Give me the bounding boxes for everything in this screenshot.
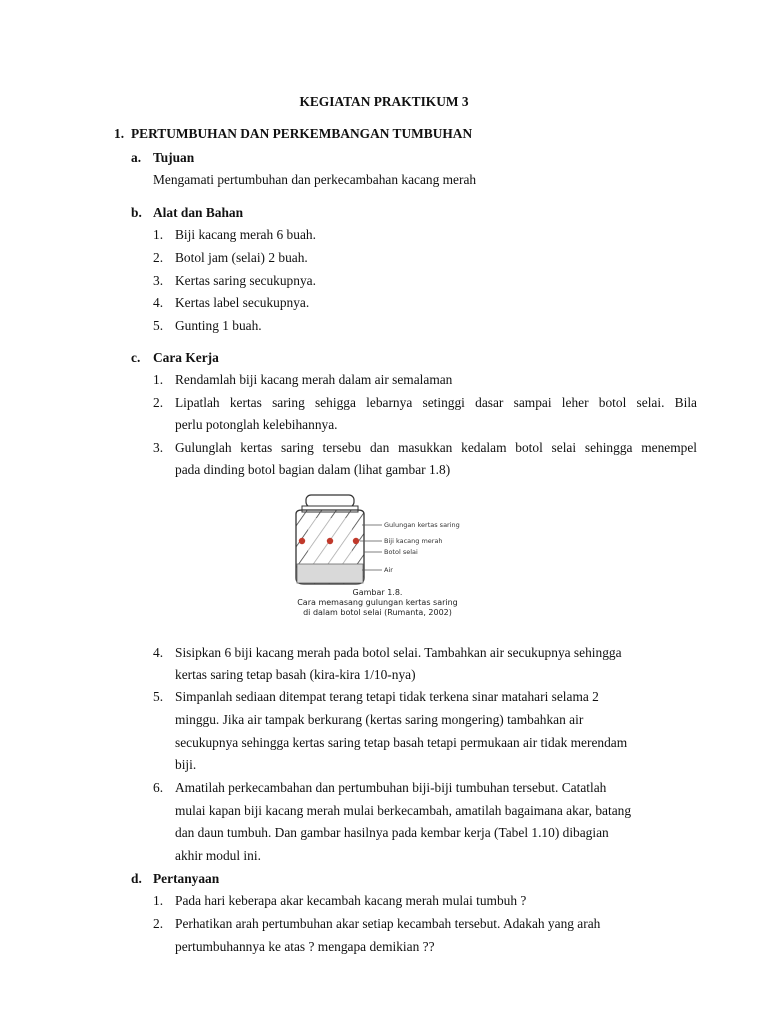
alat-item-text: Kertas saring secukupnya. bbox=[175, 273, 316, 288]
question-number: 1. bbox=[153, 893, 164, 908]
alat-item-text: Biji kacang merah 6 buah. bbox=[175, 227, 316, 242]
step-text: minggu. Jika air tampak berkurang (kertas saring mongering) tambahkan air bbox=[175, 712, 584, 727]
seed-dot bbox=[299, 538, 305, 544]
seed-dot bbox=[327, 538, 333, 544]
step-text: Amatilah perkecambahan dan pertumbuhan biji-biji tumbuhan tersebut. Catatlah bbox=[175, 780, 607, 795]
alat-item-text: Gunting 1 buah. bbox=[175, 318, 262, 333]
alat-item-num: 1. bbox=[153, 227, 164, 242]
question-number: 2. bbox=[153, 916, 164, 931]
step-number: 4. bbox=[153, 645, 164, 660]
step-text: Rendamlah biji kacang merah dalam air semalaman bbox=[175, 372, 453, 387]
question-text: Pada hari keberapa akar kecambah kacang merah mulai tumbuh ? bbox=[175, 893, 527, 908]
page-title: KEGIATAN PRAKTIKUM 3 bbox=[299, 94, 469, 109]
question-text: Perhatikan arah pertumbuhan akar setiap kecambah tersebut. Adakah yang arah bbox=[175, 916, 601, 931]
question-text: pertumbuhannya ke atas ? mengapa demikian ?? bbox=[175, 939, 435, 954]
step-text: Gulunglah kertas saring tersebu dan masukkan kedalam botol selai sehingga menempel bbox=[175, 440, 697, 455]
label-seed: Biji kacang merah bbox=[384, 537, 443, 545]
section-number: 1. bbox=[114, 126, 125, 141]
alat-item-text: Botol jam (selai) 2 buah. bbox=[175, 250, 308, 265]
figure-jar-diagram bbox=[290, 492, 490, 624]
alat-item-num: 2. bbox=[153, 250, 164, 265]
step-text: mulai kapan biji kacang merah mulai berkecambah, amatilah bagaimana akar, batang bbox=[175, 803, 632, 818]
alat-item-num: 3. bbox=[153, 273, 164, 288]
figure-caption: di dalam botol selai (Rumanta, 2002) bbox=[303, 608, 452, 617]
step-text: Lipatlah kertas saring sehigga lebarnya setinggi dasar sampai leher botol selai. Bila bbox=[175, 395, 697, 410]
pertanyaan-heading: Pertanyaan bbox=[153, 871, 220, 886]
step-text: secukupnya sehingga kertas saring tetap basah tetapi permukaan air tidak merendam bbox=[175, 735, 628, 750]
step-number: 6. bbox=[153, 780, 164, 795]
step-text: dan daun tumbuh. Dan gambar hasilnya pada kembar kerja (Tabel 1.10) dibagian bbox=[175, 825, 609, 840]
step-text: Sisipkan 6 biji kacang merah pada botol selai. Tambahkan air secukupnya sehingga bbox=[175, 645, 622, 660]
figure-caption: Cara memasang gulungan kertas saring bbox=[297, 598, 458, 607]
alat-item-num: 5. bbox=[153, 318, 164, 333]
step-text: kertas saring tetap basah (kira-kira 1/10-nya) bbox=[175, 667, 416, 682]
pertanyaan-letter: d. bbox=[131, 871, 142, 886]
step-number: 2. bbox=[153, 395, 164, 410]
step-number: 3. bbox=[153, 440, 164, 455]
tujuan-text: Mengamati pertumbuhan dan perkecambahan kacang merah bbox=[153, 172, 477, 187]
alat-item-num: 4. bbox=[153, 295, 164, 310]
alat-heading: Alat dan Bahan bbox=[153, 205, 244, 220]
cara-letter: c. bbox=[131, 350, 141, 365]
label-jar: Botol selai bbox=[384, 548, 418, 556]
step-text: akhir modul ini. bbox=[175, 848, 261, 863]
step-number: 5. bbox=[153, 689, 164, 704]
alat-letter: b. bbox=[131, 205, 142, 220]
tujuan-letter: a. bbox=[131, 150, 142, 165]
cara-heading: Cara Kerja bbox=[153, 350, 219, 365]
step-text: perlu potonglah kelebihannya. bbox=[175, 417, 338, 432]
figure-caption-title: Gambar 1.8. bbox=[352, 588, 403, 597]
step-number: 1. bbox=[153, 372, 164, 387]
alat-item-text: Kertas label secukupnya. bbox=[175, 295, 310, 310]
tujuan-heading: Tujuan bbox=[153, 150, 195, 165]
seed-dot bbox=[353, 538, 359, 544]
step-text: Simpanlah sediaan ditempat terang tetapi tidak terkena sinar matahari selama 2 bbox=[175, 689, 599, 704]
section-heading: PERTUMBUHAN DAN PERKEMBANGAN TUMBUHAN bbox=[131, 126, 473, 141]
step-text: biji. bbox=[175, 757, 197, 772]
label-filter-roll: Gulungan kertas saring bbox=[384, 521, 460, 529]
label-water: Air bbox=[384, 566, 393, 574]
step-text: pada dinding botol bagian dalam (lihat gambar 1.8) bbox=[175, 462, 451, 477]
